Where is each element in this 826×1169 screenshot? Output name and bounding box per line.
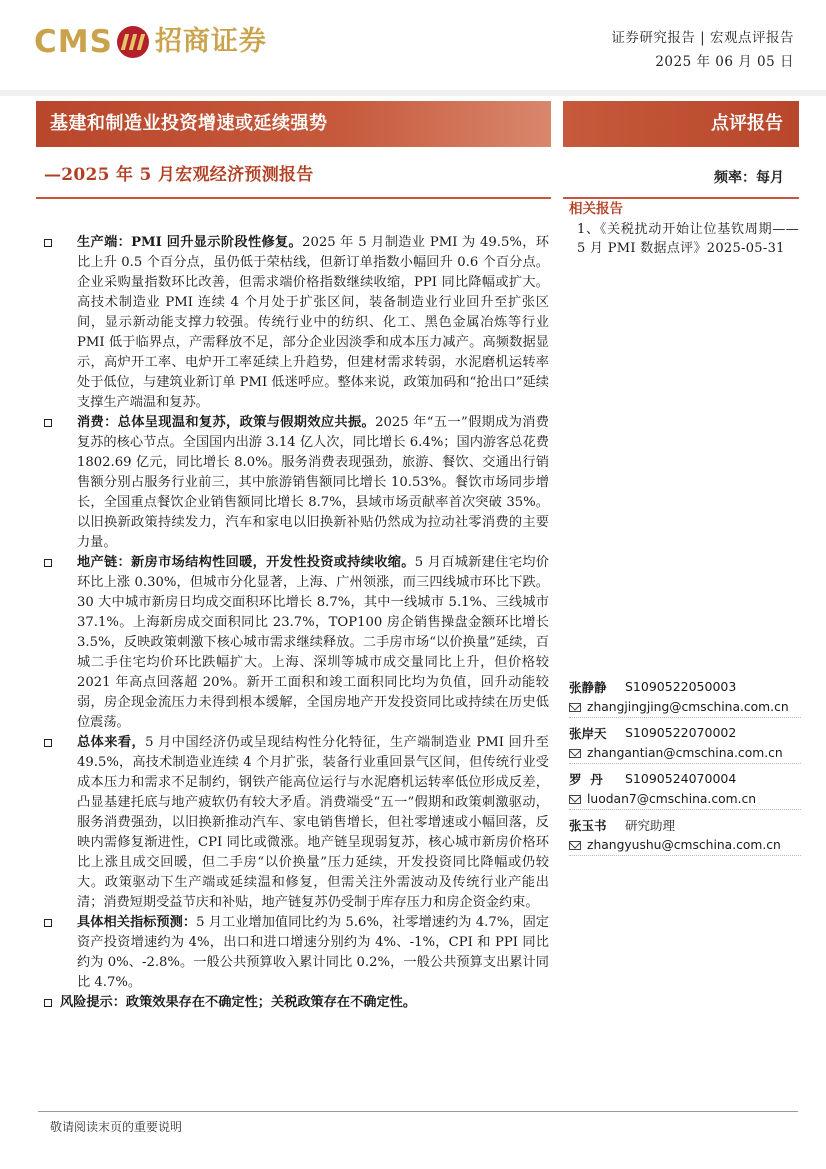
analyst-role: 研究助理	[625, 817, 676, 833]
email-icon	[569, 795, 581, 804]
report-type: 证券研究报告 | 宏观点评报告	[611, 30, 794, 46]
analyst-cert: S1090524070004	[625, 771, 737, 786]
email-icon	[569, 703, 581, 712]
analyst-row	[569, 722, 801, 743]
bullet-production	[44, 233, 549, 413]
bullet-lead: 生产端：PMI 回升显示阶段性修复。	[77, 235, 303, 250]
analyst-cert: S1090522070002	[625, 725, 737, 740]
logo-emblem-icon	[117, 26, 149, 58]
bullet-lead: 地产链：新房市场结构性回暖，开发性投资或持续收缩。	[77, 555, 415, 570]
bullet-consumption	[44, 413, 549, 553]
sidebar-divider	[563, 197, 799, 199]
related-report-link[interactable]: 1、《关税扰动开始让位基钦周期——5 月 PMI 数据点评》2025-05-31	[577, 222, 799, 256]
bullet-forecast	[44, 913, 549, 993]
bullet-text: 2025 年 5 月制造业 PMI 为 49.5%，环比上升 0.5 个百分点，虽仍低于荣枯线，但新订单指数小幅回升 0.6 个百分点。企业采购量指数环比改善，但需求端价格指数继续收缩，PPI 同比降幅或扩大。高技术制造业 PMI 连续 4 个月处于扩张区间，装备制造业行业回升至扩张区间，显示新动能支撑力较强。传统行业中的纺织、化工、黑色金属冶炼等行业 PMI 低于临界点，产需释放不足，部分企业因淡季和成本压力减产。高频数据显示，高炉开工率、电炉开工率延续上升趋势，但建材需求转弱，水泥磨机运转率处于低位，与建筑业新订单 PMI 低迷呼应。整体来说，政策加码和“抢出口”延续支撑生产端温和复苏。	[77, 235, 549, 410]
bullet-text: 5 月百城新建住宅均价环比上涨 0.30%，但城市分化显著，上海、广州领涨，而三四线城市环比下跌。30 大中城市新房日均成交面积环比增长 8.7%，其中一线城市 5.1%、三线城市 37.1%。上海新房成交面积同比 23.7%，TOP100 房企销售操盘金额环比增长 3.5%，反映政策刺激下核心城市需求继续释放。二手房市场“以价换量”延续，百城二手住宅均价环比跌幅扩大。上海、深圳等城市成交量同比上升，但价格较 2021 年高点回落超 20%。新开工面积和竣工面积同比均为负值，回升动能较弱，房企现金流压力未得到根本缓解，全国房地产开发投资同比或持续在历史低位震荡。	[77, 555, 549, 730]
analyst-cert: S1090522050003	[625, 679, 737, 694]
report-frequency: 频率：每月	[714, 170, 784, 186]
report-title: 基建和制造业投资增速或延续强势	[36, 101, 551, 147]
risk-warning	[44, 993, 549, 1013]
risk-text: 风险提示：政策效果存在不确定性；关税政策存在不确定性。	[60, 995, 417, 1010]
bullet-lead: 消费：总体呈现温和复苏，政策与假期效应共振。	[77, 415, 376, 430]
analyst-email[interactable]	[569, 697, 801, 718]
bullet-text: 5 月工业增加值同比约为 5.6%，社零增速约为 4.7%，固定资产投资增速约为 4%，出口和进口增速分别约为 4%、-1%，CPI 和 PPI 同比约为 0%、-2.8%。一般公共预算收入累计同比 0.2%，一般公共预算支出累计同比 4.7%。	[77, 915, 549, 990]
footer-divider	[38, 1111, 798, 1112]
bullet-text: 5 月中国经济仍或呈现结构性分化特征，生产端制造业 PMI 回升至 49.5%，高技术制造业连续 4 个月扩张，装备行业重回景气区间，但传统行业受成本压力和需求不足制约，钢铁产能高位运行与水泥磨机运转率低位形成反差，凸显基建托底与地产疲软仍有较大矛盾。消费端受“五一”假期和政策刺激驱动，服务消费强劲，以旧换新推动汽车、家电销售增长，但社零增速或小幅回落，反映内需修复渐进性，CPI 同比或微涨。地产链呈现弱复苏，核心城市新房价格环比上涨且成交回暖，但二手房“以价换量”压力延续，开发投资同比降幅或仍较大。政策驱动下生产端或延续温和修复，但需关注外需波动及传统行业产能出清；消费短期受益节庆和补贴，地产链复苏仍受制于库存压力和房企资金约束。	[77, 735, 549, 910]
analyst-name: 张岸天	[569, 725, 607, 741]
logo-cn-text: 招商证券	[154, 26, 267, 57]
email-icon	[569, 749, 581, 758]
header-divider	[0, 90, 826, 96]
analyst-list	[569, 676, 801, 860]
checkbox-bullet-icon	[44, 419, 52, 427]
logo-text: CMS	[34, 24, 113, 60]
analyst-name: 张静静	[569, 679, 607, 695]
analyst-email-text[interactable]: zhangantian@cmschina.com.cn	[587, 746, 783, 760]
related-reports-heading: 相关报告	[569, 201, 623, 217]
analyst-row	[569, 676, 801, 697]
analyst-row	[569, 814, 801, 835]
checkbox-bullet-icon	[44, 559, 52, 567]
checkbox-bullet-icon	[44, 999, 52, 1007]
report-body	[44, 233, 549, 1013]
report-date: 2025 年 06 月 05 日	[655, 54, 794, 70]
analyst-name: 张玉书	[569, 817, 607, 833]
subtitle-divider	[36, 197, 551, 199]
analyst-email-text[interactable]: zhangjingjing@cmschina.com.cn	[587, 700, 789, 714]
report-subtitle: —2025 年 5 月宏观经济预测报告	[44, 165, 314, 185]
analyst-email-text[interactable]: zhangyushu@cmschina.com.cn	[587, 838, 781, 852]
email-icon	[569, 841, 581, 850]
analyst-name: 罗 丹	[569, 771, 603, 787]
bullet-real-estate	[44, 553, 549, 733]
related-reports	[569, 201, 799, 258]
analyst-email[interactable]	[569, 743, 801, 764]
report-tag: 点评报告	[563, 101, 799, 147]
analyst-email-text[interactable]: luodan7@cmschina.com.cn	[587, 792, 757, 806]
bullet-text: 2025 年“五一”假期成为消费复苏的核心节点。全国国内出游 3.14 亿人次，同比增长 6.4%；国内游客总花费 1802.69 亿元，同比增长 8.0%。服务消费表现强劲，旅游、餐饮、交通出行销售额分别占服务行业前三，其中旅游销售额同比增长 10.53%。餐饮市场同步增长，全国重点餐饮企业销售额同比增长 8.7%，县域市场贡献率首次突破 35%。以旧换新政策持续发力，汽车和家电以旧换新补贴仍然成为拉动社零消费的主要力量。	[77, 415, 549, 550]
checkbox-bullet-icon	[44, 239, 52, 247]
checkbox-bullet-icon	[44, 919, 52, 927]
footer-disclaimer: 敬请阅读末页的重要说明	[50, 1120, 183, 1134]
cms-logo	[34, 22, 267, 62]
checkbox-bullet-icon	[44, 739, 52, 747]
bullet-lead: 总体来看，	[77, 735, 146, 750]
analyst-email[interactable]	[569, 789, 801, 810]
analyst-email[interactable]	[569, 835, 801, 856]
bullet-overall	[44, 733, 549, 913]
bullet-lead: 具体相关指标预测：	[77, 915, 197, 930]
analyst-row	[569, 768, 801, 789]
